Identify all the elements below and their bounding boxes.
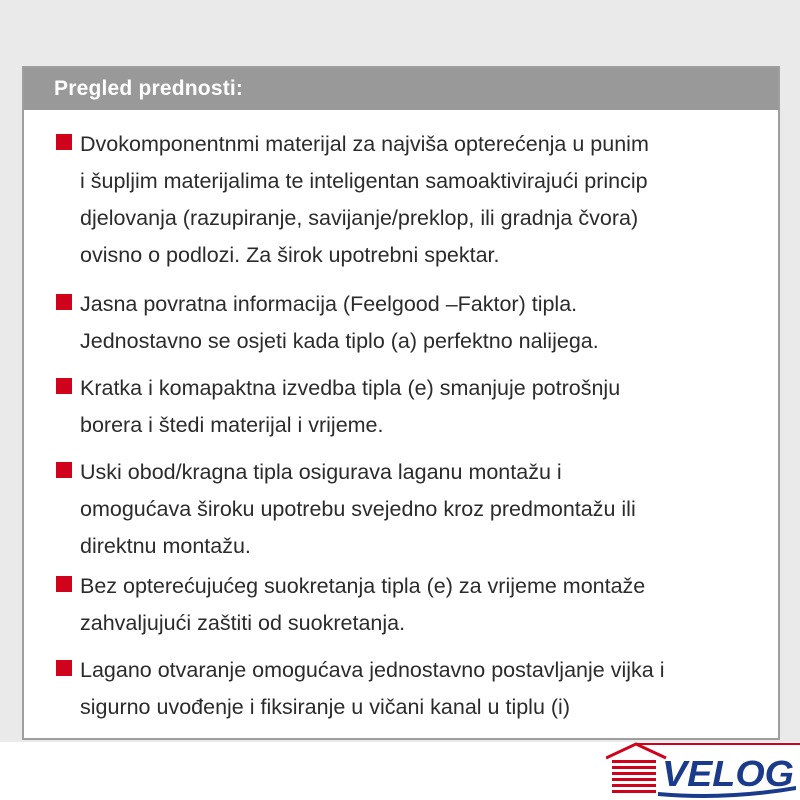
bullet-square-icon <box>56 378 72 394</box>
bullet-square-icon <box>56 294 72 310</box>
list-item-text: Dvokomponentnmi materijal za najviša opterećenja u punim i šupljim materijalima te inteligentan samoaktivirajući princip djelovanja (razupiranje, savijanje/preklop, ili gradnja čvora) ovisno o podlozi. Za širok upotrebni spektar. <box>80 132 649 267</box>
bullet-square-icon <box>56 134 72 150</box>
advantages-panel <box>22 66 780 740</box>
bullet-square-icon <box>56 462 72 478</box>
bullet-square-icon <box>56 576 72 592</box>
velog-logo <box>606 742 800 800</box>
bullet-square-icon <box>56 660 72 676</box>
list-item-text: Bez opterećujućeg suokretanja tipla (e) za vrijeme montaže zahvaljujući zaštiti od suokretanja. <box>80 574 646 635</box>
panel-title: Pregled prednosti: <box>24 68 778 110</box>
list-item-text: Kratka i komapaktna izvedba tipla (e) smanjuje potrošnju borera i štedi materijal i vrijeme. <box>80 376 621 437</box>
list-item-text: Lagano otvaranje omogućava jednostavno postavljanje vijka i sigurno uvođenje i fiksiranje u vičani kanal u tiplu (i) <box>80 658 665 719</box>
logo-wordmark: VELOG <box>662 753 794 794</box>
list-item-text: Uski obod/kragna tipla osigurava laganu montažu i omogućava široku upotrebu svejedno kroz predmontažu ili direktnu montažu. <box>80 460 636 558</box>
list-item-text: Jasna povratna informacija (Feelgood –Faktor) tipla. Jednostavno se osjeti kada tiplo (a) perfektno nalijega. <box>80 292 599 353</box>
